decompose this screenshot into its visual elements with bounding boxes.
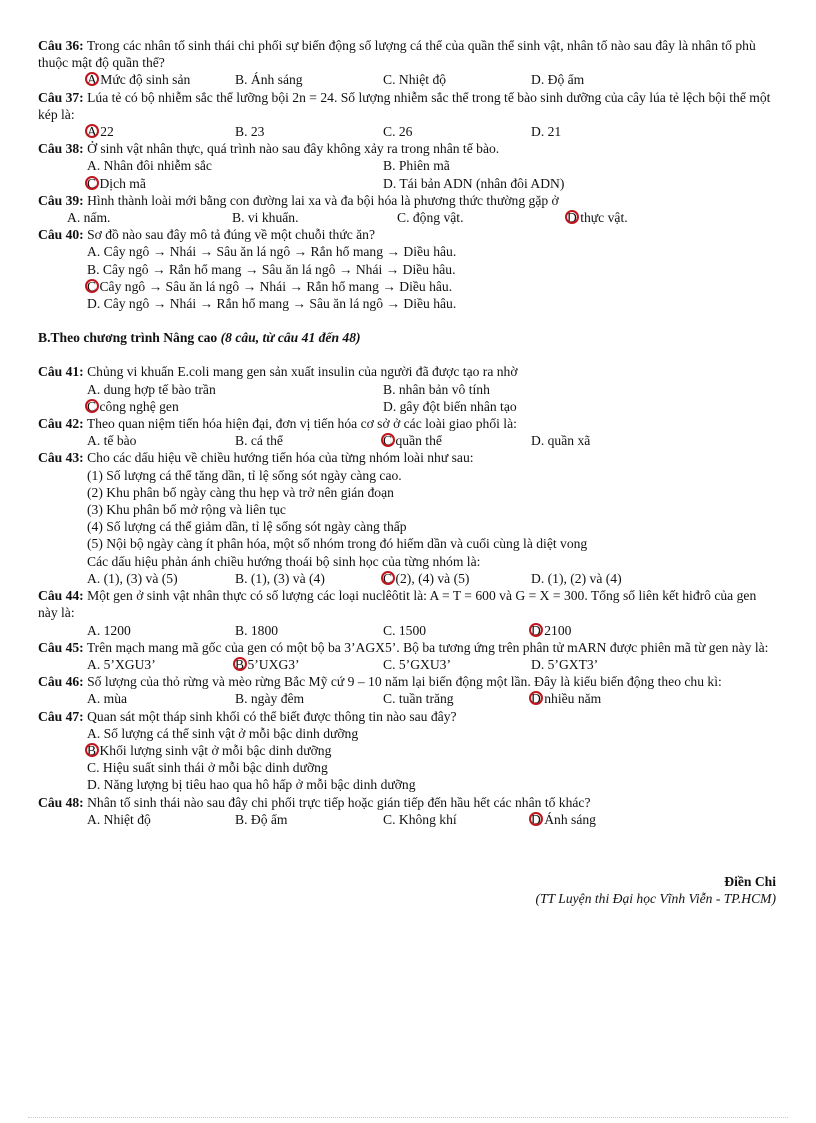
answer-option (383, 123, 531, 140)
answer-text: 26 (398, 124, 413, 140)
answer-text: 22 (100, 124, 114, 140)
answer-text: Cây ngô → Nhái → Sâu ăn lá ngô → Rắn hổ mang → Diều hâu. (103, 244, 457, 260)
question-text: Một gen ở sinh vật nhân thực có số lượng các loại nuclêôtit là: A = T = 600 và G = X = 300. Tổng số liên kết hiđrô của gen này là: (38, 588, 757, 621)
question-text: Chủng vi khuẩn E.coli mang gen sản xuất insulin của người đã được tạo ra nhờ (87, 364, 518, 380)
answer-letter: A. (87, 811, 101, 827)
question-text: Theo quan niệm tiến hóa hiện đại, đơn vị tiến hóa cơ sở ở các loài giao phối là: (86, 416, 517, 432)
answer-text: 5’UXG3’ (247, 656, 300, 672)
question-number: Câu 48: (38, 794, 84, 810)
answer-text: 5’GXU3’ (398, 656, 451, 672)
selected-answer-mark: C (87, 398, 97, 414)
answer-text: Năng lượng bị tiêu hao qua hô hấp ở mỗi bậc dinh dưỡng (103, 777, 416, 793)
answer-text: Hiệu suất sinh thái ở mỗi bậc dinh dưỡng (102, 760, 328, 776)
answer-option (235, 432, 383, 449)
question-stem (38, 89, 776, 123)
answer-letter: D. (531, 124, 545, 140)
questions-part-b (38, 363, 776, 827)
answer-option (531, 656, 679, 673)
answer-text: quần xã (547, 433, 591, 449)
answer-option (531, 690, 679, 707)
answer-text: thực vật. (580, 210, 628, 226)
answer-option (397, 209, 567, 226)
answer-option (87, 690, 235, 707)
question-text: Nhân tố sinh thái nào sau đây chi phối trực tiếp hoặc gián tiếp đến hầu hết các nhân tố khác? (87, 794, 591, 810)
answer-text: vi khuẩn. (247, 210, 299, 226)
answer-option (87, 157, 383, 174)
answer-text: tế bào (103, 433, 137, 449)
answer-letter: C. (383, 622, 396, 638)
answer-text: Cây ngô → Sâu ăn lá ngô → Nhái → Rắn hổ mang → Diều hâu. (99, 278, 453, 294)
answer-option (235, 690, 383, 707)
section-title: B.Theo chương trình Nâng cao (38, 330, 218, 346)
options-row (38, 157, 776, 174)
answer-letter: B. (235, 124, 248, 140)
answer-text: Ánh sáng (544, 811, 596, 827)
answer-letter: D. (87, 777, 101, 793)
answer-option (87, 742, 687, 759)
question (38, 449, 776, 587)
options-row (38, 278, 776, 295)
answer-letter: C. (383, 656, 396, 672)
answer-letter: D. (87, 296, 101, 312)
answer-text: Số lượng cá thể sinh vật ở mỗi bậc dinh dưỡng (103, 725, 359, 741)
question-number: Câu 36: (38, 38, 84, 53)
selected-answer-mark: B (87, 742, 97, 758)
options-row (38, 811, 776, 828)
answer-option (235, 123, 383, 140)
options-row (38, 209, 776, 226)
answer-letter: D. (383, 175, 397, 191)
question (38, 708, 776, 794)
answer-option (87, 811, 235, 828)
question-stem (38, 192, 776, 209)
options-row (38, 261, 776, 278)
answer-option (235, 622, 383, 639)
answer-option (87, 759, 687, 776)
answer-text: (1), (3) và (5) (103, 570, 178, 586)
answer-letter: C. (383, 124, 396, 140)
answer-text: 2100 (544, 622, 572, 638)
selected-answer-mark: D (531, 811, 541, 827)
selected-answer-mark: D (531, 691, 541, 707)
question-stem (38, 449, 776, 466)
selected-answer-mark: D (567, 210, 577, 226)
answer-text: 1500 (398, 622, 427, 638)
answer-option (87, 398, 383, 415)
options-row (38, 570, 776, 587)
answer-option (87, 776, 687, 793)
question-text: Cho các dấu hiệu về chiều hướng tiến hóa của từng nhóm loài như sau: (87, 450, 474, 466)
question-text: Trong các nhân tố sinh thái chi phối sự biến động số lượng cá thể của quần thể sinh vật, nhân tố nào sau đây là nhân tố phù thuộc mật độ quần thể? (38, 38, 756, 71)
answer-letter: D. (383, 398, 397, 414)
question-text: Sơ đồ nào sau đây mô tả đúng về một chuỗi thức ăn? (87, 227, 375, 243)
answer-text: 5’XGU3’ (103, 656, 156, 672)
page-footer-rule (28, 1117, 788, 1118)
answer-letter: D. (531, 433, 545, 449)
answer-option (87, 622, 235, 639)
answer-text: tuần trăng (398, 691, 454, 707)
options-row (38, 123, 776, 140)
answer-text: Không khí (398, 811, 457, 827)
question-number: Câu 41: (38, 364, 84, 380)
answer-option (383, 690, 531, 707)
question-number: Câu 39: (38, 192, 84, 208)
answer-text: Nhiệt độ (103, 811, 151, 827)
question (38, 140, 776, 192)
question (38, 415, 776, 449)
options-row (38, 432, 776, 449)
answer-text: dung hợp tế bào trần (103, 381, 216, 397)
answer-option (87, 295, 687, 312)
questions-part-a (38, 37, 776, 312)
answer-text: cá thể (250, 433, 283, 449)
answer-text: 5’GXT3’ (547, 656, 599, 672)
answer-letter: D. (531, 570, 545, 586)
answer-option (87, 71, 235, 88)
answer-text: Dịch mã (99, 175, 146, 191)
question-stem (38, 794, 776, 811)
options-row (38, 243, 776, 260)
answer-option (383, 811, 531, 828)
question (38, 794, 776, 828)
question-text: Quan sát một tháp sinh khối có thể biết được thông tin nào sau đây? (87, 708, 457, 724)
answer-option (531, 432, 679, 449)
options-row (38, 725, 776, 742)
answer-letter: C. (383, 72, 396, 88)
question-stem (38, 226, 776, 243)
answer-option (235, 71, 383, 88)
answer-letter: C. (87, 760, 100, 776)
question (38, 89, 776, 141)
answer-letter: A. (67, 210, 81, 226)
answer-text: Nhiệt độ (398, 72, 447, 88)
answer-option (67, 209, 232, 226)
selected-answer-mark: C (87, 175, 97, 191)
answer-option (383, 71, 531, 88)
answer-text: công nghệ gen (99, 398, 179, 414)
answer-text: Độ ẩm (250, 811, 288, 827)
question-number: Câu 37: (38, 89, 84, 105)
answer-option (87, 243, 687, 260)
answer-option (383, 175, 679, 192)
question (38, 639, 776, 673)
selected-answer-mark: A (87, 124, 97, 140)
answer-letter: B. (87, 261, 100, 277)
answer-text: 23 (250, 124, 265, 140)
answer-letter: D. (531, 72, 545, 88)
answer-option (235, 570, 383, 587)
options-row (38, 175, 776, 192)
answer-option (87, 656, 235, 673)
answer-text: Khối lượng sinh vật ở mỗi bậc dinh dưỡng (99, 742, 332, 758)
answer-letter: B. (235, 570, 248, 586)
selected-answer-mark: C (383, 570, 393, 586)
answer-option (87, 432, 235, 449)
question-text: Số lượng của thỏ rừng và mèo rừng Bắc Mỹ cứ 9 – 10 năm lại biến động một lần. Đây là kiểu biến động theo chu kì: (87, 674, 722, 690)
answer-text: (2), (4) và (5) (395, 570, 470, 586)
question-number: Câu 46: (38, 674, 84, 690)
answer-text: (1), (3) và (4) (250, 570, 325, 586)
question-stem (38, 37, 776, 71)
answer-letter: A. (87, 622, 101, 638)
selected-answer-mark: C (87, 278, 97, 294)
answer-text: mùa (103, 691, 128, 707)
answer-option (383, 656, 531, 673)
answer-letter: B. (232, 210, 245, 226)
statement-item: (1) Số lượng cá thể tăng dần, tỉ lệ sống sót ngày càng cao. (87, 467, 402, 483)
answer-text: Mức độ sinh sản (100, 72, 191, 88)
options-row (38, 398, 776, 415)
signature-name: Điền Chi (724, 873, 776, 889)
answer-text: nhân bản vô tính (398, 381, 490, 397)
answer-option (383, 432, 531, 449)
answer-option (87, 278, 687, 295)
answer-option (87, 381, 383, 398)
answer-text: Tái bản ADN (nhân đôi ADN) (399, 175, 565, 191)
question-number: Câu 42: (38, 416, 84, 432)
section-subtitle: (8 câu, từ câu 41 đến 48) (220, 330, 361, 346)
answer-option (87, 570, 235, 587)
answer-option (383, 157, 679, 174)
section-heading (38, 329, 776, 346)
statement-item: Các dấu hiệu phản ánh chiều hướng thoái bộ sinh học của từng nhóm là: (87, 553, 481, 569)
answer-text: quần thể (395, 433, 442, 449)
answer-letter: B. (235, 691, 248, 707)
question-text: Trên mạch mang mã gốc của gen có một bộ ba 3’AGX5’. Bộ ba tương ứng trên phân tử mARN được phiên mã từ gen này là: (86, 639, 769, 655)
answer-text: nhiều năm (544, 691, 602, 707)
question (38, 363, 776, 415)
answer-option (531, 622, 679, 639)
question (38, 226, 776, 312)
answer-letter: B. (235, 622, 248, 638)
answer-letter: B. (235, 433, 248, 449)
question-number: Câu 45: (38, 639, 84, 655)
answer-text: (1), (2) và (4) (547, 570, 622, 586)
statement-item: (5) Nội bộ ngày càng ít phân hóa, một số nhóm trong đó hiếm dần và cuối cùng là diệt vong (87, 536, 588, 552)
options-row (38, 742, 776, 759)
question-number: Câu 38: (38, 141, 84, 157)
question-stem (38, 415, 776, 432)
answer-letter: A. (87, 381, 101, 397)
options-row (38, 381, 776, 398)
options-row (38, 690, 776, 707)
question-text: Ở sinh vật nhân thực, quá trình nào sau đây không xảy ra trong nhân tế bào. (87, 141, 500, 157)
options-row (38, 622, 776, 639)
answer-letter: B. (235, 72, 248, 88)
answer-text: Độ ẩm (547, 72, 585, 88)
answer-letter: B. (383, 158, 396, 174)
answer-option (383, 570, 531, 587)
question-stem (38, 639, 776, 656)
answer-text: Cây ngô → Nhái → Rắn hổ mang → Sâu ăn lá ngô → Diều hâu. (103, 296, 457, 312)
exam-page (38, 37, 776, 907)
answer-option (531, 570, 679, 587)
question-number: Câu 47: (38, 708, 84, 724)
answer-letter: A. (87, 691, 101, 707)
answer-letter: D. (531, 656, 545, 672)
answer-option (383, 622, 531, 639)
answer-option (383, 381, 679, 398)
answer-letter: A. (87, 158, 101, 174)
options-row (38, 71, 776, 88)
answer-option (531, 71, 679, 88)
answer-text: 1800 (250, 622, 279, 638)
answer-text: 1200 (103, 622, 131, 638)
question-number: Câu 44: (38, 588, 84, 604)
question-number: Câu 43: (38, 450, 84, 466)
question (38, 192, 776, 226)
answer-text: Cây ngô → Rắn hổ mang → Sâu ăn lá ngô → Nhái → Diều hâu. (102, 261, 456, 277)
answer-option (235, 656, 383, 673)
answer-option (567, 209, 687, 226)
options-row (38, 295, 776, 312)
signature (38, 873, 776, 907)
question (38, 587, 776, 639)
answer-letter: A. (87, 244, 101, 260)
answer-text: Phiên mã (398, 158, 450, 174)
answer-letter: C. (383, 811, 396, 827)
answer-letter: C. (383, 691, 396, 707)
answer-letter: B. (235, 811, 248, 827)
answer-option (232, 209, 397, 226)
answer-option (87, 175, 383, 192)
question-stem (38, 708, 776, 725)
question (38, 673, 776, 707)
answer-text: Nhân đôi nhiễm sắc (103, 158, 212, 174)
question-stem (38, 140, 776, 157)
answer-letter: B. (383, 381, 396, 397)
question-stem (38, 673, 776, 690)
answer-option (235, 811, 383, 828)
options-row (38, 776, 776, 793)
selected-answer-mark: B (235, 656, 245, 672)
question-text: Hình thành loài mới bằng con đường lai xa và đa bội hóa là phương thức thường gặp ở (87, 192, 559, 208)
question-stem (38, 363, 776, 380)
answer-text: nấm. (83, 210, 111, 226)
answer-text: động vật. (412, 210, 464, 226)
answer-text: ngày đêm (250, 691, 305, 707)
answer-text: Ánh sáng (250, 72, 303, 88)
answer-letter: A. (87, 656, 101, 672)
options-row (38, 759, 776, 776)
selected-answer-mark: A (87, 72, 97, 88)
answer-text: 21 (547, 124, 562, 140)
answer-letter: A. (87, 570, 101, 586)
answer-option (383, 398, 679, 415)
statement-item: (4) Số lượng cá thể giảm dần, tỉ lệ sống sót ngày càng thấp (87, 519, 407, 535)
question-stem (38, 587, 776, 621)
answer-option (531, 123, 679, 140)
selected-answer-mark: D (531, 622, 541, 638)
options-row (38, 656, 776, 673)
statement-item: (3) Khu phân bố mở rộng và liên tục (87, 502, 286, 518)
statement-item: (2) Khu phân bố ngày càng thu hẹp và trở nên gián đoạn (87, 484, 394, 500)
answer-option (87, 123, 235, 140)
signature-org: (TT Luyện thi Đại học Vĩnh Viễn - TP.HCM) (535, 891, 776, 907)
question (38, 37, 776, 89)
answer-text: gây đột biến nhân tạo (399, 398, 517, 414)
answer-letter: A. (87, 433, 101, 449)
answer-option (531, 811, 679, 828)
answer-option (87, 261, 687, 278)
question-number: Câu 40: (38, 227, 84, 243)
answer-letter: C. (397, 210, 410, 226)
answer-option (87, 725, 687, 742)
selected-answer-mark: C (383, 433, 393, 449)
answer-letter: A. (87, 725, 101, 741)
question-text: Lúa tẻ có bộ nhiễm sắc thể lưỡng bội 2n = 24. Số lượng nhiễm sắc thể trong tế bào sinh dưỡng của cây lúa tẻ lệch bội thể một kép là: (38, 89, 771, 122)
